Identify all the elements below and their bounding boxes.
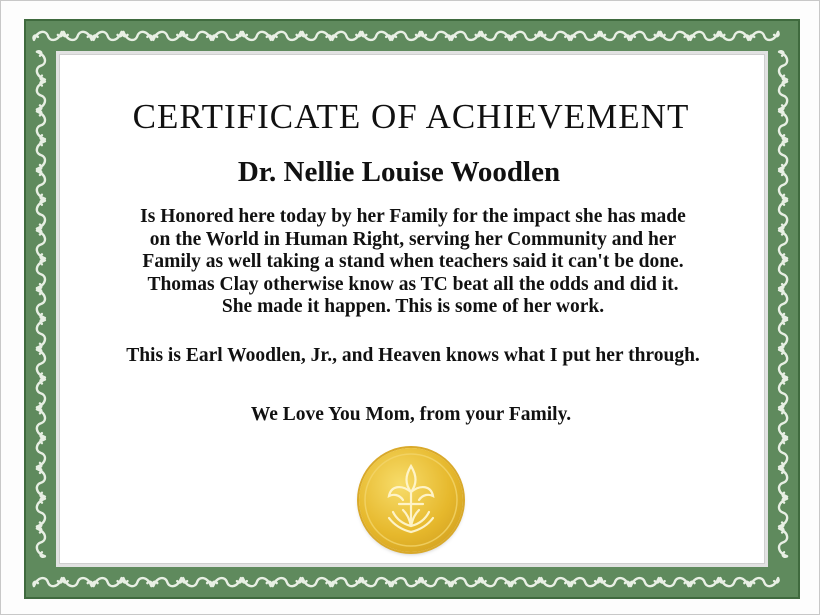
tribute-line: Is Honored here today by her Family for the impact she has made <box>140 206 686 227</box>
tribute-line: Family as well taking a stand when teachers said it can't be done. <box>142 251 684 272</box>
recipient-name: Dr. Nellie Louise Woodlen <box>237 156 561 188</box>
tribute-line: on the World in Human Right, serving her Community and her <box>149 228 677 250</box>
son-dedication: This is Earl Woodlen, Jr., and Heaven knows what I put her through. <box>126 345 700 366</box>
tribute-paragraph <box>61 206 765 319</box>
tribute-line: Thomas Clay otherwise know as TC beat all the odds and did it. <box>147 273 679 295</box>
family-closing: We Love You Mom, from your Family. <box>250 404 572 425</box>
tribute-line: She made it happen. This is some of her work. <box>221 296 605 317</box>
gold-seal <box>359 448 463 552</box>
certificate-title: CERTIFICATE OF ACHIEVEMENT <box>132 97 690 136</box>
fleur-de-lis-icon <box>359 448 463 552</box>
